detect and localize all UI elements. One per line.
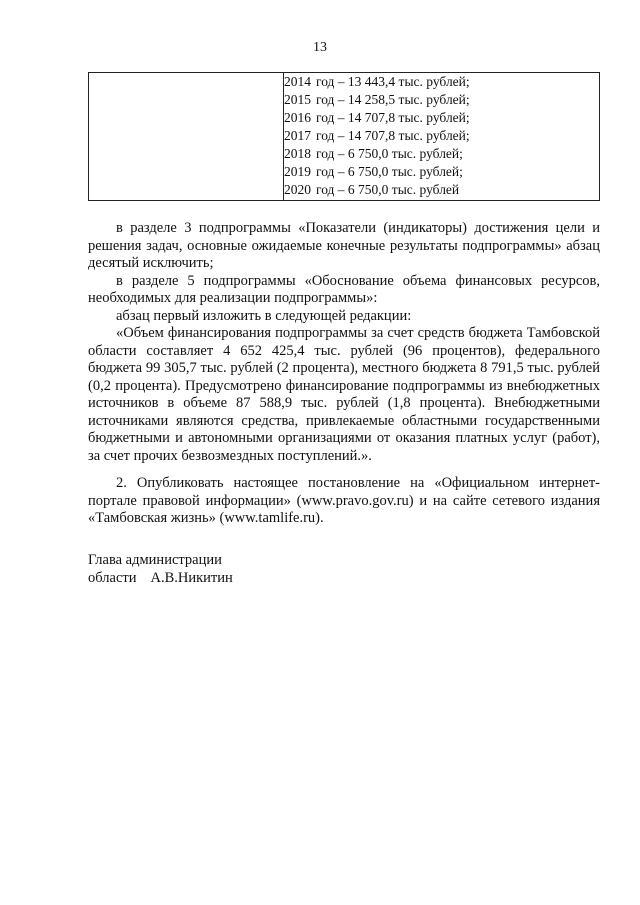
year-label: 2017 bbox=[284, 128, 311, 143]
year-label: 2014 bbox=[284, 74, 311, 89]
paragraph-section-3: в разделе 3 подпрограммы «Показатели (индикаторы) достижения цели и решения задач, основные ожидаемые конечные результаты подпрограммы» абзац десятый исключить; bbox=[88, 220, 600, 271]
year-amount: год – 13 443,4 тыс. рублей; bbox=[316, 74, 470, 89]
year-label: 2019 bbox=[284, 164, 311, 179]
year-label: 2016 bbox=[284, 110, 311, 125]
funding-table bbox=[88, 72, 600, 201]
paragraph-funding-quote: «Объем финансирования подпрограммы за счет средств бюджета Тамбовской области составляет 4 652 425,4 тыс. рублей (96 процентов), федерального бюджета 99 305,7 тыс. рублей (2 процента), местного бюджета 8 791,5 тыс. рублей (0,2 процента). Предусмотрено финансирование подпрограммы из внебюджетных источников в объеме 87 588,9 тыс. рублей (1,8 процента). Внебюджетными источниками являются средства, привлекаемые областными государственными бюджетными и автономными организациями от оказания платных услуг (работ), за счет прочих безвозмездных поступлений.». bbox=[88, 325, 600, 464]
year-amount: год – 6 750,0 тыс. рублей; bbox=[316, 164, 463, 179]
paragraph-publish: 2. Опубликовать настоящее постановление на «Официальном интернет-портале правовой информации» (www.pravo.gov.ru) и на сайте сетевого издания «Тамбовская жизнь» (www.tamlife.ru). bbox=[88, 475, 600, 526]
signature-title: Глава администрации bbox=[88, 552, 222, 568]
signature-line bbox=[88, 570, 388, 588]
funding-year-row bbox=[284, 181, 599, 199]
year-amount: год – 14 707,8 тыс. рублей; bbox=[316, 110, 470, 125]
signature-block bbox=[88, 552, 388, 587]
paragraph-section-5: в разделе 5 подпрограммы «Обоснование объема финансовых ресурсов, необходимых для реализации подпрограммы»: bbox=[88, 272, 600, 306]
year-label: 2018 bbox=[284, 146, 311, 161]
year-amount: год – 14 707,8 тыс. рублей; bbox=[316, 128, 470, 143]
funding-year-row bbox=[284, 109, 599, 127]
year-amount: год – 14 258,5 тыс. рублей; bbox=[316, 92, 470, 107]
funding-year-row bbox=[284, 127, 599, 145]
table-cell-empty bbox=[89, 73, 284, 201]
funding-year-row bbox=[284, 145, 599, 163]
funding-year-row bbox=[284, 91, 599, 109]
signature-name: А.В.Никитин bbox=[150, 569, 233, 586]
paragraph-first-abzac: абзац первый изложить в следующей редакции: bbox=[116, 307, 412, 324]
document-body bbox=[88, 220, 600, 528]
year-amount: год – 6 750,0 тыс. рублей bbox=[316, 182, 460, 197]
year-label: 2020 bbox=[284, 182, 311, 197]
table-row bbox=[89, 73, 600, 201]
year-amount: год – 6 750,0 тыс. рублей; bbox=[316, 146, 463, 161]
page-number: 13 bbox=[313, 40, 327, 55]
funding-year-row bbox=[284, 163, 599, 181]
year-label: 2015 bbox=[284, 92, 311, 107]
table-cell-years bbox=[284, 73, 600, 201]
funding-year-row bbox=[284, 73, 599, 91]
signature-region: области bbox=[88, 569, 137, 586]
